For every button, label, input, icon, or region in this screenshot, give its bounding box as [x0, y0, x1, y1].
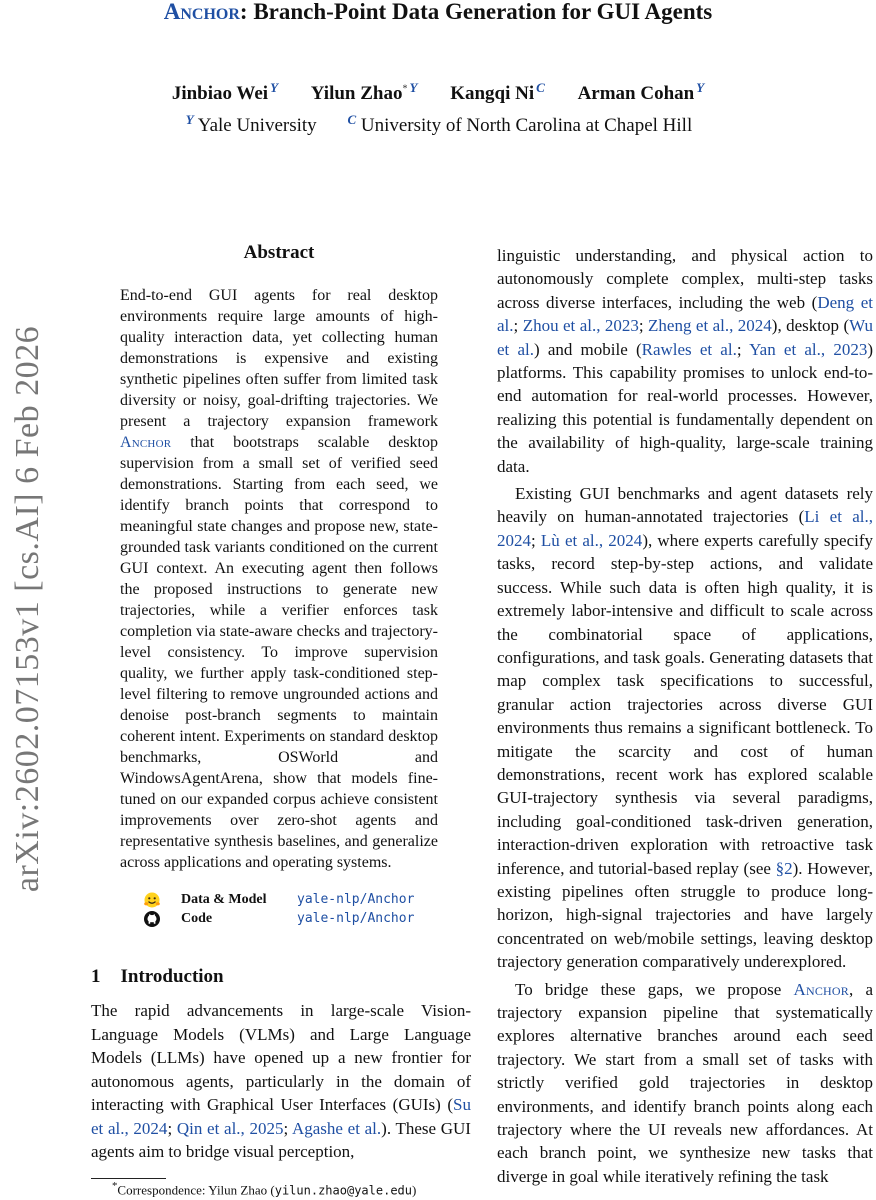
section-ref[interactable]: §2: [775, 858, 793, 878]
affiliation-list: [0, 112, 876, 137]
link-label: Data & Model: [181, 891, 267, 907]
citation[interactable]: Li et al., 2024: [497, 507, 873, 550]
anchor-brand: Anchor: [793, 979, 849, 999]
section-heading: 1 Introduction: [91, 966, 224, 987]
citation[interactable]: Rawles et al.: [641, 339, 737, 359]
data-model-link-row: [143, 890, 414, 909]
paragraph: Existing GUI benchmarks and agent datasets rely heavily on human-annotated trajectories (Li et al., 2024; Lù et al., 2024), where experts carefully specify tasks, record step-by-step actions, and validate success. While such data is often high quality, it is extremely labor-intensive and difficult to scale across the combinatorial space of applications, configurations, and task goals. Generating datasets that map complex task specifications to successful, granular action trajectories across diverse GUI environments thus remains a significant bottleneck. To mitigate the scarcity and cost of human demonstrations, recent work has explored scalable GUI-trajectory synthesis via several paradigms, including goal-conditioned task-driven generation, interaction-driven exploration with retroactive task inference, and tutorial-based replay (see §2). However, existing pipelines often struggle to produce long-horizon, high-signal trajectories and have largely concentrated on web/mobile settings, leaving desktop trajectory generation comparatively underexplored.: [497, 484, 873, 972]
affiliation: $^Y$ Yale University: [185, 112, 317, 137]
hugging-face-icon: [143, 891, 161, 909]
data-model-link[interactable]: yale-nlp/Anchor: [297, 892, 415, 907]
intro-column-2: [497, 244, 873, 1188]
paragraph: linguistic understanding, and physical action to autonomously complete complex, multi-step tasks across diverse interfaces, including the web (Deng et al.; Zhou et al., 2023; Zheng et al., 2024), desktop (Wu et al.) and mobile (Rawles et al.; Yan et al., 2023) platforms. This capability promises to unlock end-to-end automation for real-world processes. However, realizing this potential is fundamentally dependent on the availability of high-quality, large-scale training data.: [497, 246, 873, 476]
author: Yilun Zhao* $^Y$: [310, 80, 418, 105]
footnote-rule: [91, 1178, 166, 1179]
citation[interactable]: Qin et al., 2025: [176, 1118, 284, 1138]
citation[interactable]: Agashe et al.: [291, 1118, 382, 1138]
anchor-brand: Anchor: [120, 434, 172, 451]
code-link[interactable]: yale-nlp/Anchor: [297, 911, 415, 926]
citation[interactable]: Zhou et al., 2023: [522, 316, 639, 336]
citation[interactable]: Deng et al.: [497, 292, 873, 336]
citation[interactable]: Wu et al.: [497, 316, 873, 359]
citation[interactable]: Su et al., 2024: [91, 1095, 471, 1138]
title-brand: Anchor: [163, 0, 240, 24]
github-icon: [143, 910, 161, 928]
title-rest: : Branch-Point Data Generation for GUI Agents: [239, 0, 713, 24]
affiliation: $^C$ University of North Carolina at Chapel Hill: [347, 112, 693, 137]
citation[interactable]: Yan et al., 2023: [749, 339, 868, 359]
author: Kangqi Ni $^C$: [450, 80, 545, 105]
intro-column-1: The rapid advancements in large-scale Vision-Language Models (VLMs) and Large Language Models (LLMs) have opened up a new frontier for autonomous agents, particularly in the domain of interacting with Graphical User Interfaces (GUIs) (Su et al., 2024; Qin et al., 2025; Agashe et al.). These GUI agents aim to bridge visual perception,: [91, 1001, 471, 1161]
citation[interactable]: Zheng et al., 2024: [648, 316, 772, 336]
email-link[interactable]: yilun.zhao@yale.edu: [274, 1183, 412, 1198]
link-label: Code: [181, 910, 213, 926]
arxiv-identifier: arXiv:2602.07153v1 [cs.AI] 6 Feb 2026: [9, 325, 46, 893]
code-link-row: [143, 909, 414, 928]
author-list: [0, 80, 876, 105]
author: Arman Cohan $^Y$: [577, 80, 705, 105]
abstract-heading: Abstract: [243, 242, 315, 263]
paragraph: To bridge these gaps, we propose Anchor, a trajectory expansion pipeline that systematically explores alternative branches around each seed trajectory. We start from a small set of tasks with strictly verified gold trajectories in desktop environments, and identify branch points along each trajectory where the UI reveals new affordances. At each branch point, we synthesize new tasks that diverge in goal while iteratively refining the task: [497, 979, 873, 1186]
citation[interactable]: Lù et al., 2024: [540, 530, 643, 550]
resource-links: [143, 890, 414, 928]
paper-title: [0, 0, 876, 26]
author: Jinbiao Wei $^Y$: [171, 80, 279, 105]
footnote: *Correspondence: Yilun Zhao (yilun.zhao@yale.edu): [112, 1180, 417, 1198]
abstract-body: End-to-end GUI agents for real desktop environments require large amounts of high-quality interaction data, yet collecting human demonstrations is expensive and existing synthetic pipelines often suffer from limited task diversity or noisy, goal-drifting trajectories. We present a trajectory expansion framework Anchor that bootstraps scalable desktop supervision from a small set of verified seed demonstrations. Starting from each seed, we identify branch points that correspond to meaningful state changes and propose new, state-grounded task variants conditioned on the current GUI context. An executing agent then follows the proposed instructions to generate new trajectories, while a verifier enforces task completion via state-aware checks and trajectory-level consistency. To improve supervision quality, we further apply task-conditioned step-level filtering to remove ungrounded actions and denoise post-branch segments to maintain coherent intent. Experiments on standard desktop benchmarks, OSWorld and WindowsAgentArena, show that models fine-tuned on our expanded corpus achieve consistent improvements over zero-shot agents and representative synthesis baselines, and generalize across applications and operating systems.: [120, 287, 439, 871]
